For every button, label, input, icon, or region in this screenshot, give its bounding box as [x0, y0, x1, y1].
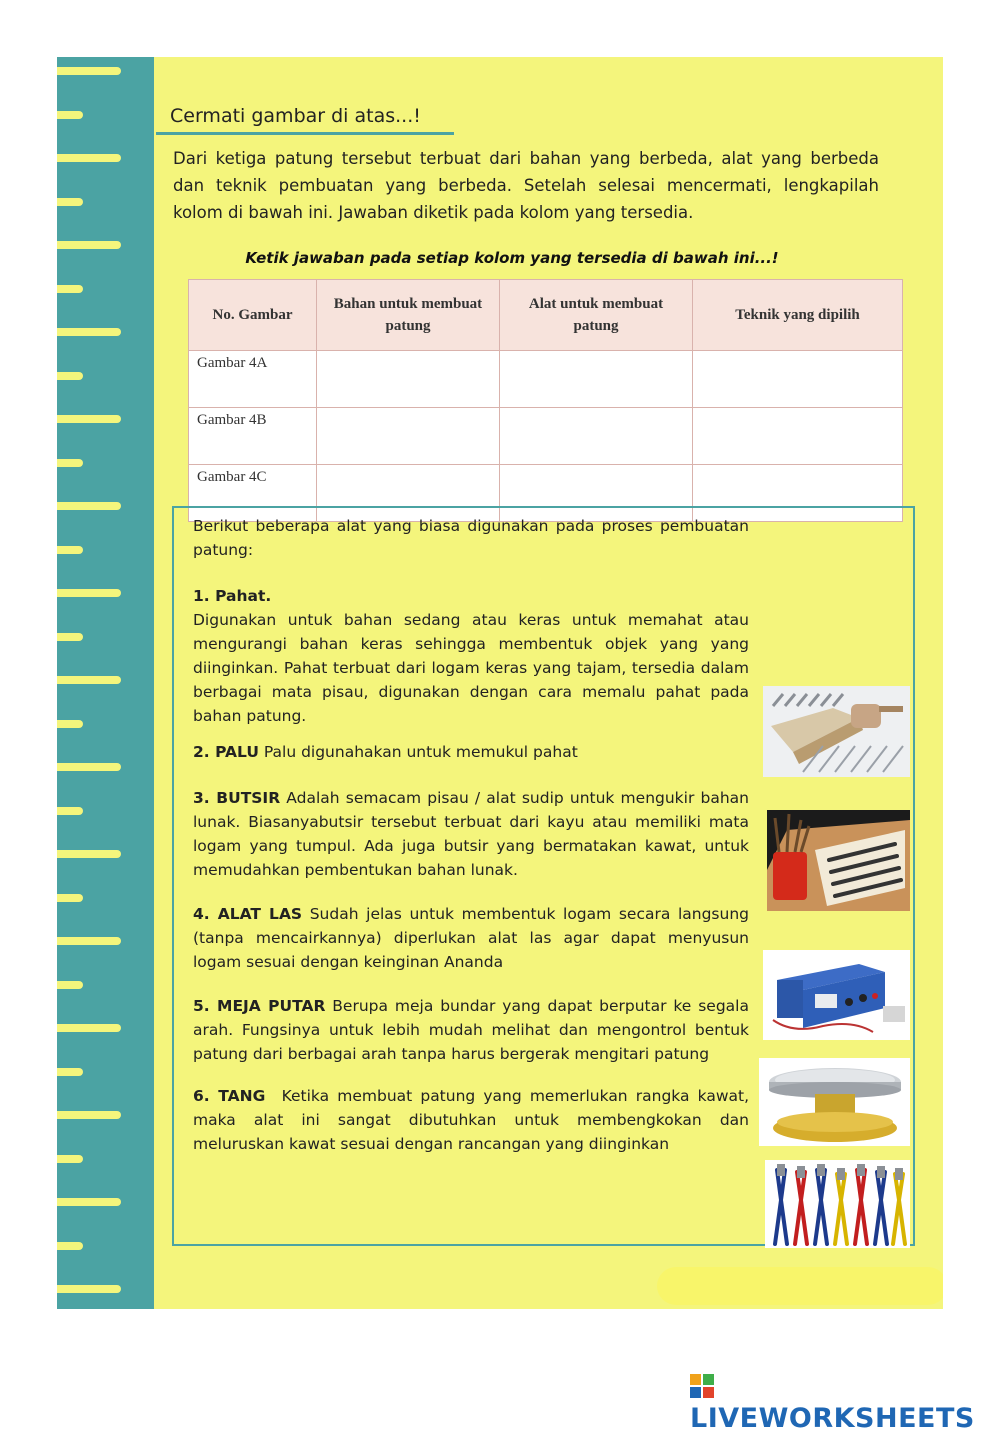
liveworksheets-logo — [690, 1372, 1000, 1434]
tang-image — [765, 1160, 910, 1248]
answer-cell-teknik[interactable] — [693, 351, 903, 408]
spine-tick — [57, 459, 83, 467]
header-no-gambar: No. Gambar — [189, 280, 317, 351]
spine-tick — [57, 111, 83, 119]
tool-item-tang — [193, 1084, 749, 1156]
row-label: Gambar 4B — [189, 408, 317, 465]
spine-tick — [57, 1198, 121, 1206]
spine-tick — [57, 589, 121, 597]
row-label: Gambar 4A — [189, 351, 317, 408]
tool-title-palu: 2. PALU — [193, 743, 259, 761]
spine-tick — [57, 198, 83, 206]
tool-desc-alat-las: Sudah jelas untuk membentuk logam secara langsung (tanpa mencairkannya) diperlukan alat las agar dapat menyusun logam sesuai dengan keinginan Ananda — [193, 905, 749, 971]
tool-desc-tang: Ketika membuat patung yang memerlukan rangka kawat, maka alat ini sangat dibutuhkan untuk membengkokan dan meluruskan kawat sesuai dengan rancangan yang diinginkan — [193, 1087, 750, 1153]
tool-desc-pahat: Digunakan untuk bahan sedang atau keras untuk memahat atau mengurangi bahan keras sehingga membentuk objek yang yang diinginkan. Pahat terbuat dari logam keras yang tajam, tersedia dalam berbagai mata pisau, digunakan dengan cara memalu pahat pada bahan patung. — [193, 611, 749, 725]
tool-title-butsir: 3. BUTSIR — [193, 789, 281, 807]
meja-putar-image — [759, 1058, 910, 1146]
tool-item-butsir — [193, 786, 749, 882]
alat-las-image — [763, 950, 910, 1040]
spine-tick — [57, 67, 121, 75]
spine-tick — [57, 850, 121, 858]
spine-tick — [57, 241, 121, 249]
butsir-image — [767, 810, 910, 911]
tool-desc-butsir: Adalah semacam pisau / alat sudip untuk mengukir bahan lunak. Biasanyabutsir tersebut terbuat dari kayu atau memiliki mata logam yang tumpul. Ada juga butsir yang bermatakan kawat, untuk memudahkan pembentukan bahan lunak. — [193, 789, 749, 879]
spine-tick — [57, 1068, 83, 1076]
spine-tick — [57, 633, 83, 641]
answer-cell-teknik[interactable] — [693, 408, 903, 465]
spine-tick — [57, 720, 83, 728]
header-alat: Alat untuk membuat patung — [500, 280, 693, 351]
spine-tick — [57, 502, 121, 510]
spine-tick — [57, 1111, 121, 1119]
tool-desc-palu: Palu digunahakan untuk memukul pahat — [263, 743, 578, 761]
spine-tick — [57, 415, 121, 423]
spine-tick — [57, 894, 83, 902]
header-teknik: Teknik yang dipilih — [693, 280, 903, 351]
brand-name: LIVEWORKSHEETS — [690, 1403, 975, 1434]
decorative-highlight — [657, 1267, 943, 1305]
tools-box — [172, 506, 915, 1246]
tools-text — [193, 514, 749, 1172]
intro-paragraph: Dari ketiga patung tersebut terbuat dari bahan yang berbeda, alat yang berbeda dan teknik pembuatan yang berbeda. Setelah selesai mencermati, lengkapilah kolom di bawah ini. Jawaban diketik pada kolom yang tersedia. — [173, 149, 879, 222]
pahat-image — [763, 686, 910, 777]
spine-tick — [57, 807, 83, 815]
tool-item-alat-las — [193, 902, 749, 974]
tool-item-meja-putar — [193, 994, 749, 1066]
spine-tick — [57, 676, 121, 684]
header-bahan: Bahan untuk membuat patung — [317, 280, 500, 351]
answer-cell-bahan[interactable] — [317, 408, 500, 465]
spine-tick — [57, 937, 121, 945]
spine-tick — [57, 981, 83, 989]
table-row — [189, 408, 903, 465]
section-heading: Cermati gambar di atas...! — [170, 105, 421, 127]
tool-desc-meja-putar: Berupa meja bundar yang dapat berputar ke segala arah. Fungsinya untuk lebih mudah melihat dan mengontrol bentuk patung dari berbagai arah tanpa harus bergerak mengitari patung — [193, 997, 749, 1063]
liveworksheets-logo-icon — [690, 1374, 714, 1398]
row-label: Gambar 4C — [189, 465, 317, 522]
tools-lead: Berikut beberapa alat yang biasa digunakan pada proses pembuatan patung: — [193, 517, 749, 559]
table-row — [189, 351, 903, 408]
tool-title-meja-putar: 5. MEJA PUTAR — [193, 997, 326, 1015]
spine-tick — [57, 546, 83, 554]
spine-tick — [57, 285, 83, 293]
spine-tick — [57, 328, 121, 336]
spine-tick — [57, 763, 121, 771]
answer-cell-alat[interactable] — [500, 351, 693, 408]
answer-table — [188, 279, 903, 522]
heading-underline — [156, 132, 454, 135]
worksheet-page — [57, 57, 943, 1309]
tool-title-alat-las: 4. ALAT LAS — [193, 905, 303, 923]
spine-tick — [57, 154, 121, 162]
spine-tick — [57, 1155, 83, 1163]
spine-tick — [57, 372, 83, 380]
tool-title-tang: 6. TANG — [193, 1087, 266, 1105]
spine-tick — [57, 1242, 83, 1250]
tool-title-pahat: 1. Pahat. — [193, 587, 272, 605]
table-header-row — [189, 280, 903, 351]
tool-item-palu — [193, 740, 749, 764]
answer-cell-alat[interactable] — [500, 408, 693, 465]
instruction-text: Ketik jawaban pada setiap kolom yang tersedia di bawah ini...! — [245, 249, 779, 267]
answer-cell-bahan[interactable] — [317, 351, 500, 408]
spine-tick — [57, 1024, 121, 1032]
spine-tick — [57, 1285, 121, 1293]
